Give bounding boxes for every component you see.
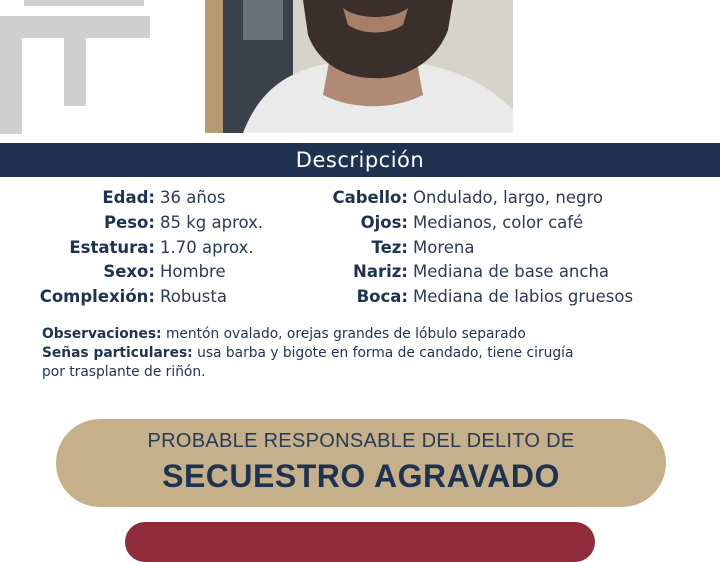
field-label: Complexión:	[39, 287, 155, 307]
field-row-height	[0, 236, 280, 261]
field-label: Edad:	[102, 188, 155, 207]
marks-line-cont	[42, 363, 702, 382]
field-label: Ojos:	[360, 212, 408, 232]
crime-banner	[56, 419, 666, 507]
field-label: Sexo:	[103, 262, 155, 282]
field-value: 36 años	[160, 188, 226, 207]
description-right-column	[300, 186, 720, 310]
bottom-banner	[125, 522, 595, 562]
description-header	[0, 143, 720, 177]
person-photo	[223, 0, 513, 133]
watermark-letters	[0, 0, 154, 138]
description-title: Descripción	[295, 148, 425, 172]
field-label: Estatura:	[69, 237, 155, 257]
marks-value-cont: por trasplante de riñón.	[42, 364, 206, 380]
field-label: Cabello:	[332, 188, 408, 207]
field-label: Boca:	[356, 287, 408, 307]
field-row-build	[0, 285, 280, 310]
field-row-age	[0, 186, 280, 211]
field-value: Morena	[413, 237, 475, 257]
field-row-mouth	[300, 285, 720, 310]
field-row-weight	[0, 211, 280, 236]
observations-value: mentón ovalado, orejas grandes de lóbulo separado	[161, 326, 526, 342]
field-label: Nariz:	[353, 262, 408, 282]
field-row-sex	[0, 260, 280, 285]
field-row-hair	[300, 186, 720, 211]
marks-line	[42, 344, 702, 363]
field-value: Robusta	[160, 287, 227, 307]
field-value: Ondulado, largo, negro	[413, 188, 603, 207]
field-value: Mediana de labios gruesos	[413, 287, 634, 307]
field-value: Medianos, color café	[413, 212, 584, 232]
field-value: Mediana de base ancha	[413, 262, 610, 282]
marks-label: Señas particulares:	[42, 345, 193, 361]
field-value: Hombre	[160, 262, 226, 282]
crime-name: SECUESTRO AGRAVADO	[162, 458, 560, 494]
observations-line	[42, 325, 702, 344]
field-value: 85 kg aprox.	[160, 212, 264, 232]
crime-intro: PROBABLE RESPONSABLE DEL DELITO DE	[147, 430, 575, 452]
observations-block	[42, 325, 702, 382]
field-label: Peso:	[103, 212, 155, 232]
field-label: Tez:	[371, 237, 408, 257]
observations-label: Observaciones:	[42, 326, 162, 342]
marks-value: usa barba y bigote en forma de candado, tiene cirugía	[192, 345, 574, 361]
field-row-eyes	[300, 211, 720, 236]
field-value: 1.70 aprox.	[160, 237, 254, 257]
field-row-nose	[300, 260, 720, 285]
description-left-column	[0, 186, 280, 310]
field-row-skin	[300, 236, 720, 261]
